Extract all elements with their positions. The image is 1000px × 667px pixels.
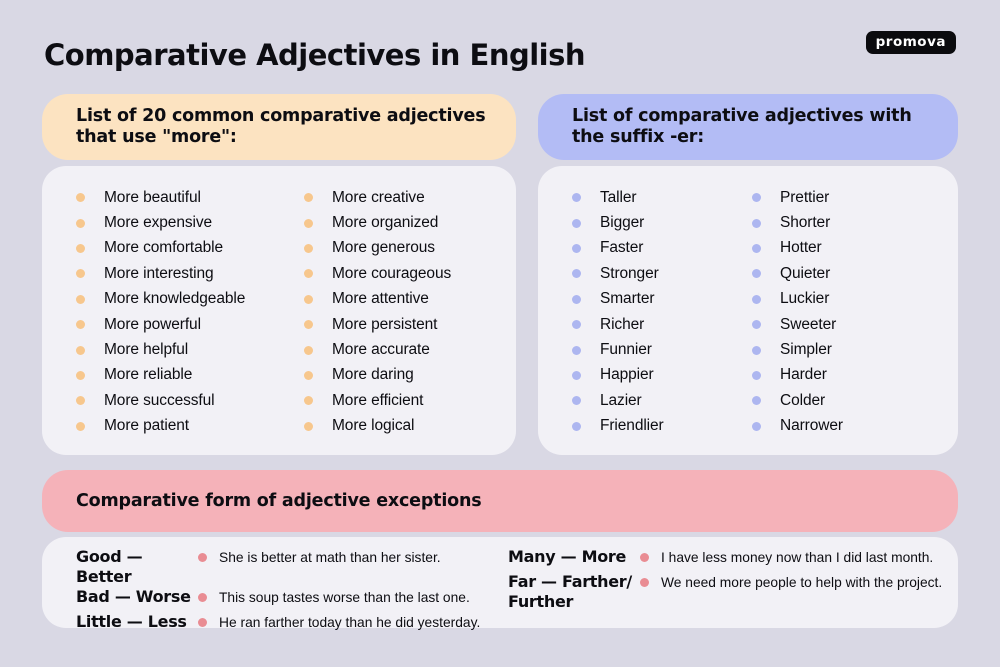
list-item-label: More courageous: [332, 264, 452, 282]
card-er-header: List of comparative adjectives with the suffix -er:: [538, 94, 958, 160]
list-item: [718, 185, 958, 210]
list-item-label: More efficient: [332, 391, 424, 409]
bullet-icon: [752, 295, 761, 304]
bullet-icon: [304, 244, 313, 253]
list-item-label: Lazier: [600, 391, 642, 409]
bullet-icon: [572, 320, 581, 329]
exceptions-body: [42, 537, 958, 631]
list-item-label: Narrower: [780, 417, 843, 435]
list-item: [538, 261, 718, 286]
card-er-adjectives: [538, 94, 958, 455]
bullet-icon: [76, 371, 85, 380]
list-item: [538, 236, 718, 261]
list-item-label: More daring: [332, 366, 414, 384]
list-item-label: Quieter: [780, 264, 831, 282]
list-item-label: More accurate: [332, 341, 430, 359]
exception-example: He ran farther today than he did yesterday.: [219, 615, 481, 630]
list-item-label: More patient: [104, 417, 189, 435]
list-item: [270, 236, 516, 261]
list-item: [42, 287, 270, 312]
more-list-column-1: [42, 185, 270, 455]
bullet-icon: [304, 346, 313, 355]
card-er-body: [538, 166, 958, 455]
exception-pair: Good — Better: [76, 547, 143, 586]
exception-pair: Many — More: [508, 547, 627, 566]
list-item-label: Taller: [600, 188, 637, 206]
list-item-label: Luckier: [780, 290, 830, 308]
bullet-icon: [198, 593, 207, 602]
list-item-label: More reliable: [104, 366, 193, 384]
list-item-label: Happier: [600, 366, 654, 384]
top-cards-row: [42, 94, 958, 455]
bullet-icon: [752, 396, 761, 405]
bullet-icon: [752, 320, 761, 329]
list-item: [42, 210, 270, 235]
list-item: [538, 287, 718, 312]
list-item: [42, 261, 270, 286]
list-item-label: More attentive: [332, 290, 429, 308]
list-item-label: More expensive: [104, 214, 213, 232]
list-item-label: Simpler: [780, 341, 832, 359]
list-item: [270, 185, 516, 210]
list-item: [538, 312, 718, 337]
er-list-column-2: [718, 185, 958, 455]
list-item: [270, 337, 516, 362]
card-more-body: [42, 166, 516, 455]
list-item: [42, 337, 270, 362]
bullet-icon: [572, 396, 581, 405]
exception-example: She is better at math than her sister.: [219, 550, 441, 565]
list-item: [270, 287, 516, 312]
bullet-icon: [572, 193, 581, 202]
promova-logo: promova: [866, 31, 956, 54]
list-item: [538, 337, 718, 362]
exception-row: [76, 587, 508, 612]
exceptions-header: Comparative form of adjective exceptions: [42, 470, 958, 532]
list-item-label: More helpful: [104, 341, 189, 359]
list-item: [42, 185, 270, 210]
bullet-icon: [304, 371, 313, 380]
bullet-icon: [572, 219, 581, 228]
exceptions-group-2: [508, 547, 948, 628]
bullet-icon: [304, 193, 313, 202]
list-item-label: More knowledgeable: [104, 290, 246, 308]
bullet-icon: [752, 422, 761, 431]
list-item-label: Friendlier: [600, 417, 664, 435]
list-item: [270, 414, 516, 439]
list-item: [718, 312, 958, 337]
list-item: [538, 363, 718, 388]
list-item: [718, 363, 958, 388]
list-item-label: More generous: [332, 239, 435, 257]
list-item: [538, 388, 718, 413]
list-item-label: Stronger: [600, 264, 659, 282]
list-item-label: More successful: [104, 391, 215, 409]
exception-example: This soup tastes worse than the last one.: [219, 590, 470, 605]
bullet-icon: [76, 396, 85, 405]
bullet-icon: [752, 219, 761, 228]
list-item-label: Faster: [600, 239, 644, 257]
list-item-label: Hotter: [780, 239, 822, 257]
bullet-icon: [304, 422, 313, 431]
page-title: Comparative Adjectives in English: [44, 38, 586, 72]
list-item-label: More organized: [332, 214, 439, 232]
list-item: [538, 414, 718, 439]
bullet-icon: [572, 295, 581, 304]
list-item-label: More logical: [332, 417, 415, 435]
list-item-label: Funnier: [600, 341, 652, 359]
list-item-label: More comfortable: [104, 239, 224, 257]
bullet-icon: [752, 193, 761, 202]
list-item: [270, 388, 516, 413]
bullet-icon: [640, 578, 649, 587]
list-item-label: More interesting: [104, 264, 214, 282]
list-item: [718, 210, 958, 235]
list-item-label: Richer: [600, 315, 645, 333]
list-item-label: Bigger: [600, 214, 645, 232]
list-item: [42, 236, 270, 261]
list-item-label: More powerful: [104, 315, 201, 333]
list-item: [42, 312, 270, 337]
exception-example: We need more people to help with the project.: [661, 575, 943, 590]
list-item: [270, 210, 516, 235]
bullet-icon: [198, 618, 207, 627]
list-item-label: More creative: [332, 188, 425, 206]
list-item: [718, 261, 958, 286]
exception-row: [76, 612, 508, 637]
list-item-label: Prettier: [780, 188, 830, 206]
bullet-icon: [752, 269, 761, 278]
bullet-icon: [572, 346, 581, 355]
bullet-icon: [76, 244, 85, 253]
list-item-label: Shorter: [780, 214, 831, 232]
list-item: [718, 236, 958, 261]
list-item-label: Smarter: [600, 290, 655, 308]
bullet-icon: [304, 396, 313, 405]
bullet-icon: [76, 219, 85, 228]
bullet-icon: [76, 193, 85, 202]
bullet-icon: [76, 269, 85, 278]
more-list-column-2: [270, 185, 516, 455]
bullet-icon: [304, 320, 313, 329]
list-item: [270, 312, 516, 337]
list-item-label: Colder: [780, 391, 826, 409]
list-item: [42, 388, 270, 413]
bullet-icon: [752, 371, 761, 380]
list-item: [718, 414, 958, 439]
list-item: [42, 363, 270, 388]
bullet-icon: [304, 219, 313, 228]
bullet-icon: [752, 346, 761, 355]
exception-row: [508, 547, 948, 572]
exceptions-group-1: [76, 547, 508, 631]
er-list-column-1: [538, 185, 718, 455]
bullet-icon: [572, 269, 581, 278]
bullet-icon: [304, 269, 313, 278]
list-item: [538, 210, 718, 235]
bullet-icon: [76, 346, 85, 355]
list-item: [270, 363, 516, 388]
bullet-icon: [752, 244, 761, 253]
exception-row: [76, 547, 508, 587]
card-more-adjectives: [42, 94, 516, 455]
bullet-icon: [76, 320, 85, 329]
exception-pair: Far — Farther/ Further: [508, 572, 632, 611]
list-item: [718, 388, 958, 413]
bullet-icon: [198, 553, 207, 562]
bullet-icon: [304, 295, 313, 304]
list-item: [270, 261, 516, 286]
bullet-icon: [76, 295, 85, 304]
exception-example: I have less money now than I did last month.: [661, 550, 934, 565]
list-item: [718, 337, 958, 362]
exception-pair: Bad — Worse: [76, 587, 191, 606]
list-item: [718, 287, 958, 312]
bullet-icon: [572, 244, 581, 253]
bullet-icon: [640, 553, 649, 562]
list-item-label: More persistent: [332, 315, 438, 333]
list-item-label: Sweeter: [780, 315, 837, 333]
list-item-label: Harder: [780, 366, 827, 384]
bullet-icon: [572, 371, 581, 380]
bullet-icon: [76, 422, 85, 431]
list-item: [42, 414, 270, 439]
bullet-icon: [572, 422, 581, 431]
list-item-label: More beautiful: [104, 188, 201, 206]
list-item: [538, 185, 718, 210]
exception-pair: Little — Less: [76, 612, 187, 631]
exception-row: [508, 572, 948, 612]
card-more-header: List of 20 common comparative adjectives that use "more":: [42, 94, 516, 160]
